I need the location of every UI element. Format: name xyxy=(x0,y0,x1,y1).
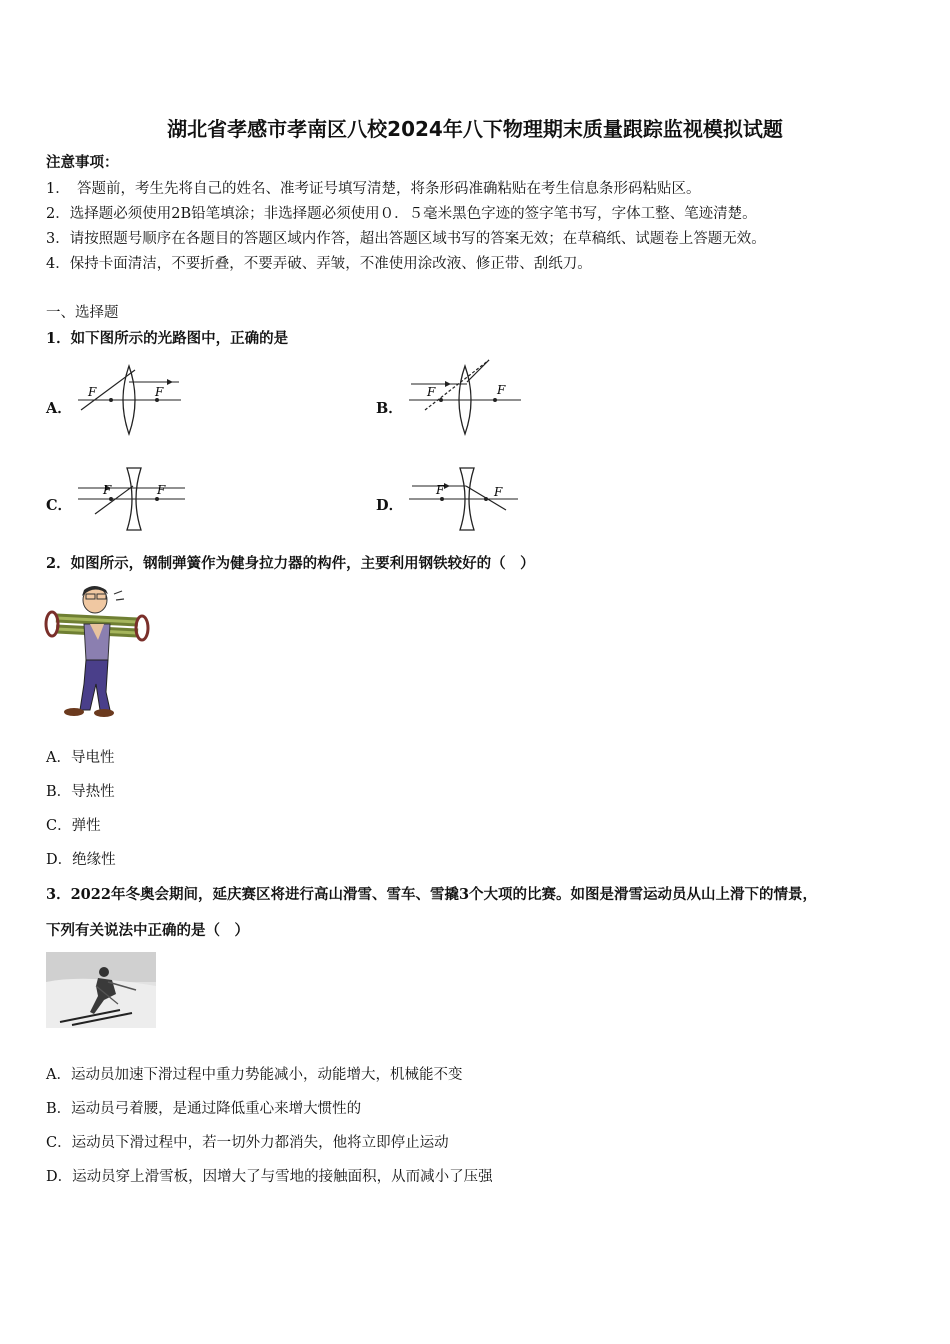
q3-option-a: A．运动员加速下滑过程中重力势能减小，动能增大，机械能不变 xyxy=(46,1067,463,1083)
concave-lens-diagram-d xyxy=(406,466,522,532)
notice-item-2: 2．选择题必须使用2B铅笔填涂；非选择题必须使用０．５毫米黑色字迹的签字笔书写，字体工整、笔迹清楚。 xyxy=(46,206,757,222)
q3-option-b: B．运动员弓着腰，是通过降低重心来增大惯性的 xyxy=(46,1101,362,1117)
q1-b-focus-right: F xyxy=(497,383,506,397)
convex-lens-diagram-b xyxy=(405,356,525,438)
q3-stem-line1: 3．2022年冬奥会期间，延庆赛区将进行高山滑雪、雪车、雪撬3个大项的比赛。如图是滑雪运动员从山上滑下的情景， xyxy=(46,886,818,903)
q1-option-a-label: A． xyxy=(46,400,72,417)
q1-c-focus-left: F xyxy=(103,483,112,497)
page-title: 湖北省孝感市孝南区八校2024年八下物理期末质量跟踪监视模拟试题 xyxy=(167,117,783,141)
q1-d-focus-left: F xyxy=(436,483,445,497)
convex-lens-diagram-a xyxy=(75,362,185,438)
q1-option-d-label: D． xyxy=(376,497,404,514)
q2-option-c: C．弹性 xyxy=(46,818,101,834)
q1-d-focus-right: F xyxy=(494,485,503,499)
q1-a-focus-right: F xyxy=(155,385,164,399)
q2-option-b: B．导热性 xyxy=(46,784,115,800)
chest-expander-figure xyxy=(44,584,150,720)
q2-option-d: D．绝缘性 xyxy=(46,852,116,868)
q2-option-a: A．导电性 xyxy=(46,750,115,766)
q1-a-focus-left: F xyxy=(88,385,97,399)
q3-option-d: D．运动员穿上滑雪板，因增大了与雪地的接触面积，从而减小了压强 xyxy=(46,1169,493,1185)
q1-stem: 1．如下图所示的光路图中，正确的是 xyxy=(46,330,289,347)
q3-option-c: C．运动员下滑过程中，若一切外力都消失，他将立即停止运动 xyxy=(46,1135,449,1151)
notice-item-4: 4．保持卡面清洁，不要折叠，不要弄破、弄皱，不准使用涂改液、修正带、刮纸刀。 xyxy=(46,256,592,272)
concave-lens-diagram-c xyxy=(75,466,187,532)
skier-photo xyxy=(46,952,156,1028)
notice-item-1: 1． 答题前，考生先将自己的姓名、准考证号填写清楚，将条形码准确粘贴在考生信息条形码粘贴区。 xyxy=(46,181,701,197)
q1-option-c-label: C． xyxy=(46,497,73,514)
q1-c-focus-right: F xyxy=(157,483,166,497)
notice-item-3: 3．请按照题号顺序在各题目的答题区域内作答，超出答题区域书写的答案无效；在草稿纸、试题卷上答题无效。 xyxy=(46,231,766,247)
q3-stem-line2: 下列有关说法中正确的是（ ） xyxy=(46,922,249,939)
notice-heading: 注意事项： xyxy=(46,154,119,171)
q1-option-b-label: B． xyxy=(376,400,403,417)
q1-b-focus-left: F xyxy=(427,385,436,399)
section-heading: 一、选择题 xyxy=(46,305,119,321)
q2-stem: 2．如图所示，钢制弹簧作为健身拉力器的构件，主要利用钢铁较好的（ ） xyxy=(46,555,535,572)
